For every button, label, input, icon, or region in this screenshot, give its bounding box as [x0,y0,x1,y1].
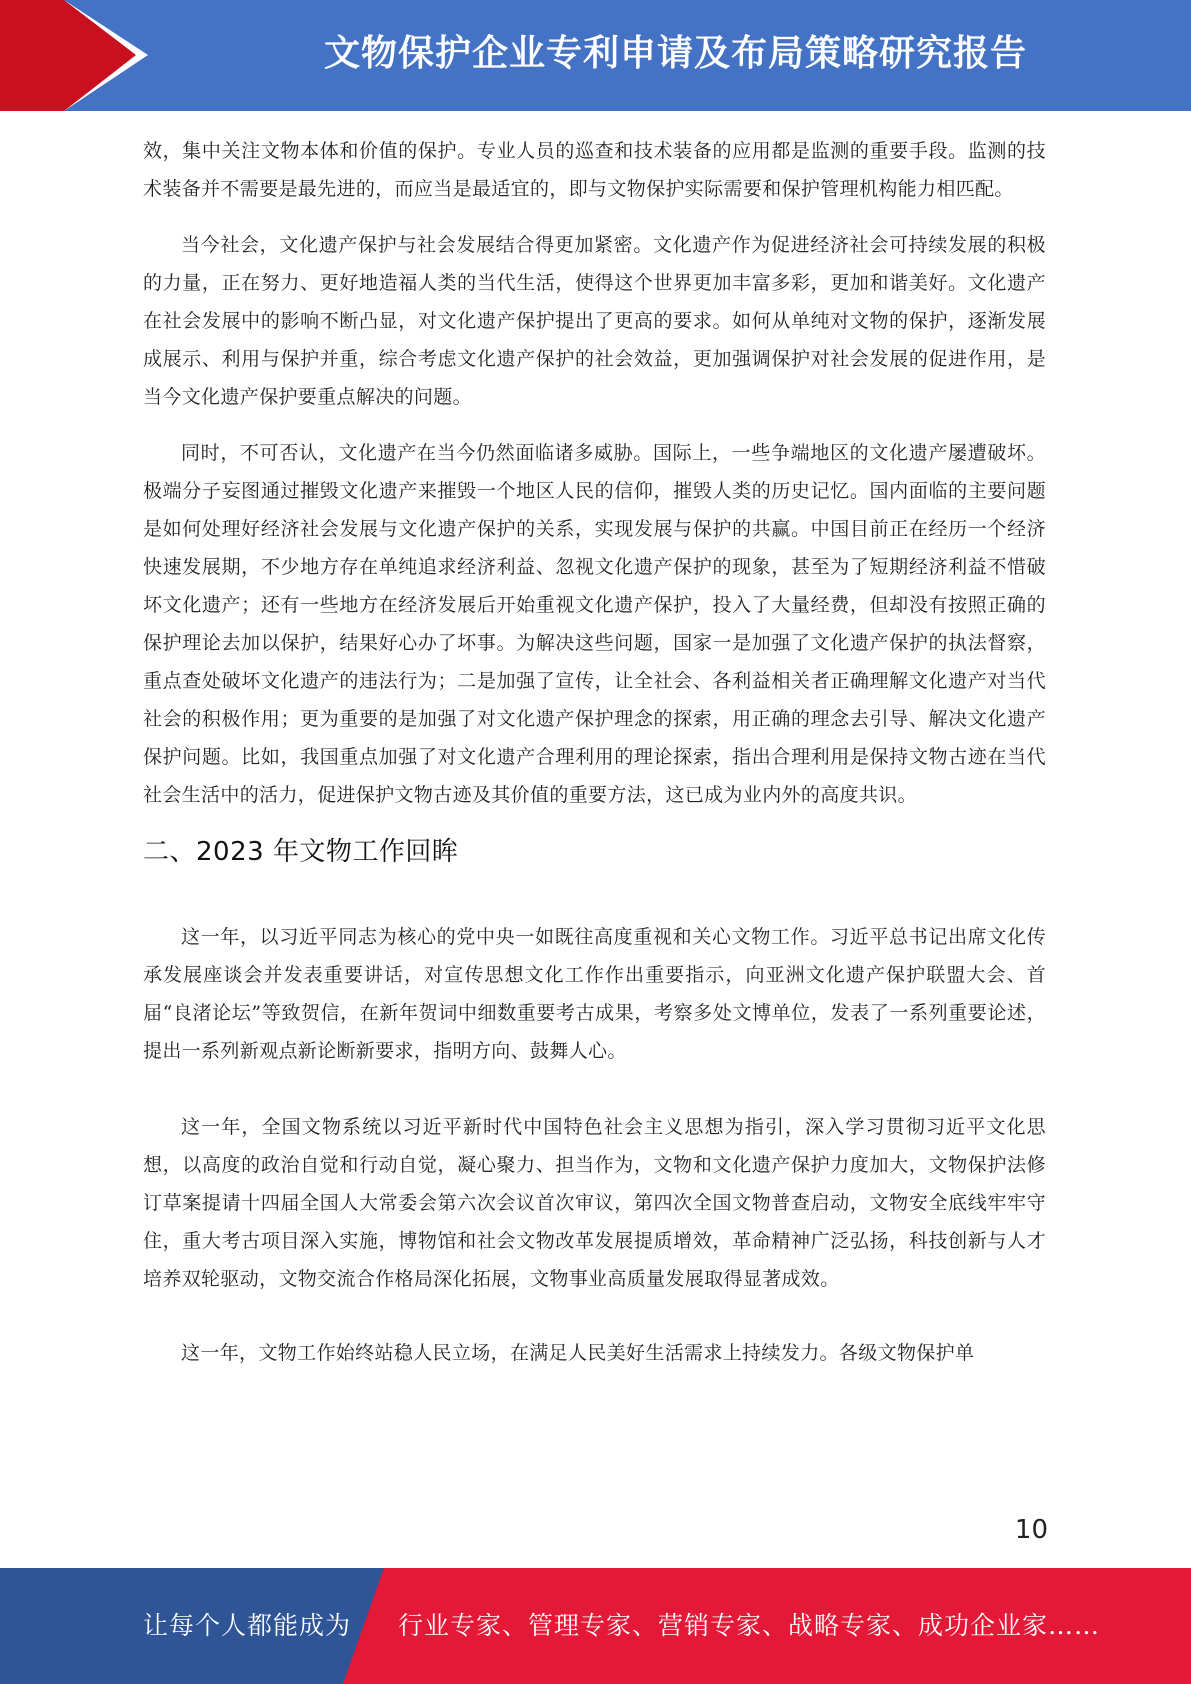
paragraph: 这一年，以习近平同志为核心的党中央一如既往高度重视和关心文物工作。习近平总书记出席文化传承发展座谈会并发表重要讲话，对宣传思想文化工作作出重要指示，向亚洲文化遗产保护联盟大会、首届“良渚论坛”等致贺信，在新年贺词中细数重要考古成果，考察多处文博单位，发表了一系列重要论述，提出一系列新观点新论断新要求，指明方向、鼓舞人心。 [143,926,1046,1062]
report-title: 文物保护企业专利申请及布局策略研究报告 [323,33,1027,74]
paragraph: 同时，不可否认，文化遗产在当今仍然面临诸多威胁。国际上，一些争端地区的文化遗产屡遭破坏。极端分子妄图通过摧毁文化遗产来摧毁一个地区人民的信仰，摧毁人类的历史记忆。国内面临的主要问题是如何处理好经济社会发展与文化遗产保护的关系，实现发展与保护的共赢。中国目前正在经历一个经济快速发展期，不少地方存在单纯追求经济利益、忽视文化遗产保护的现象，甚至为了短期经济利益不惜破坏文化遗产；还有一些地方在经济发展后开始重视文化遗产保护，投入了大量经费，但却没有按照正确的保护理论去加以保护，结果好心办了坏事。为解决这些问题，国家一是加强了文化遗产保护的执法督察，重点查处破坏文化遗产的违法行为；二是加强了宣传，让全社会、各利益相关者正确理解文化遗产对当代社会的积极作用；更为重要的是加强了对文化遗产保护理念的探索，用正确的理念去引导、解决文化遗产保护问题。比如，我国重点加强了对文化遗产合理利用的理论探索，指出合理利用是保持文物古迹在当代社会生活中的活力，促进保护文物古迹及其价值的重要方法，这已成为业内外的高度共识。 [143,442,1046,806]
footer-slogan-right: 行业专家、管理专家、营销专家、战略专家、成功企业家…… [398,1611,1101,1640]
paragraph: 这一年，文物工作始终站稳人民立场，在满足人民美好生活需求上持续发力。各级文物保护单 [181,1342,975,1364]
footer-slogan-left: 让每个人都能成为 [143,1611,352,1640]
section-heading: 二、2023 年文物工作回眸 [143,837,459,867]
document-body [143,132,1046,1372]
page-footer [0,1568,1191,1684]
page-header [0,0,1191,111]
paragraph: 这一年，全国文物系统以习近平新时代中国特色社会主义思想为指引，深入学习贯彻习近平文化思想，以高度的政治自觉和行动自觉，凝心聚力、担当作为，文物和文化遗产保护力度加大，文物保护法修订草案提请十四届全国人大常委会第六次会议首次审议，第四次全国文物普查启动，文物安全底线牢牢守住，重大考古项目深入实施，博物馆和社会文物改革发展提质增效，革命精神广泛弘扬，科技创新与人才培养双轮驱动，文物交流合作格局深化拓展，文物事业高质量发展取得显著成效。 [143,1116,1046,1290]
page-number: 10 [1014,1515,1048,1545]
paragraph-intro: 效，集中关注文物本体和价值的保护。专业人员的巡查和技术装备的应用都是监测的重要手段。监测的技术装备并不需要是最先进的，而应当是最适宜的，即与文物保护实际需要和保护管理机构能力相匹配。 [143,140,1046,200]
paragraph: 当今社会，文化遗产保护与社会发展结合得更加紧密。文化遗产作为促进经济社会可持续发展的积极的力量，正在努力、更好地造福人类的当代生活，使得这个世界更加丰富多彩，更加和谐美好。文化遗产在社会发展中的影响不断凸显，对文化遗产保护提出了更高的要求。如何从单纯对文物的保护，逐渐发展成展示、利用与保护并重，综合考虑文化遗产保护的社会效益，更加强调保护对社会发展的促进作用，是当今文化遗产保护要重点解决的问题。 [143,234,1046,408]
